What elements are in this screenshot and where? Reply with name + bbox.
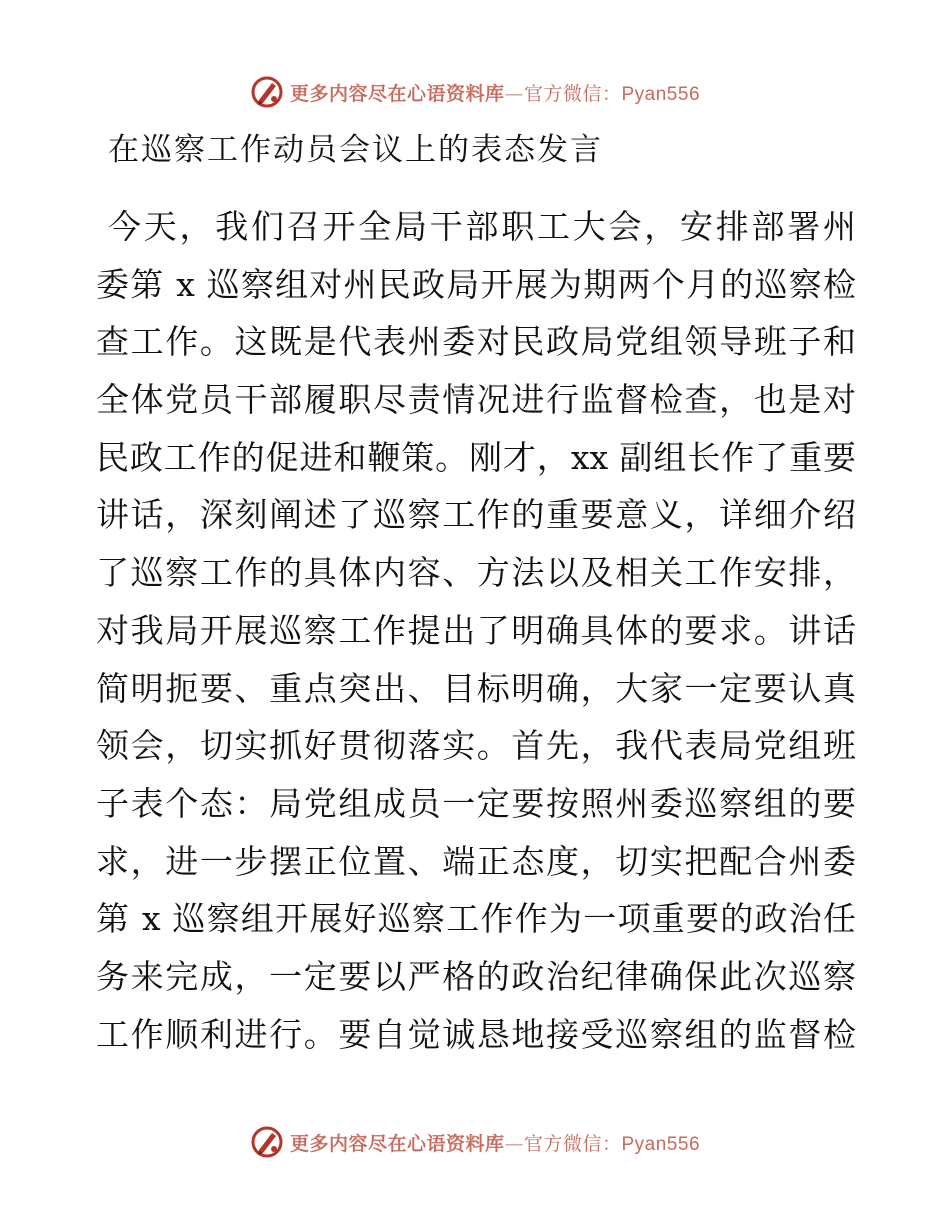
banner-main-text: 更多内容尽在心语资料库 <box>289 82 505 105</box>
body-line: 查工作。这既是代表州委对民政局党组领导班子和 <box>96 322 856 362</box>
watermark-banner <box>250 1125 700 1159</box>
body-line: 了巡察工作的具体内容、方法以及相关工作安排， <box>96 553 856 593</box>
body-line: 工作顺利进行。要自觉诚恳地接受巡察组的监督检 <box>96 1014 856 1054</box>
red-pen-logo-icon <box>250 1125 284 1159</box>
body-line: 务来完成，一定要以严格的政治纪律确保此次巡察 <box>96 956 856 996</box>
body-line: 子表个态：局党组成员一定要按照州委巡察组的要 <box>96 783 856 823</box>
page-footer-banner <box>0 1122 950 1162</box>
body-line: 简明扼要、重点突出、目标明确，大家一定要认真 <box>96 668 856 708</box>
body-line: 讲话，深刻阐述了巡察工作的重要意义，详细介绍 <box>96 495 856 535</box>
banner-wechat-handle: Pyan556 <box>621 83 701 105</box>
banner-official-label: 官方微信： <box>523 1132 622 1155</box>
red-pen-logo-icon <box>250 75 284 109</box>
banner-text <box>290 79 700 106</box>
body-line: 今天，我们召开全局干部职工大会，安排部署州 <box>108 207 856 246</box>
banner-wechat-handle: Pyan556 <box>621 1133 701 1155</box>
document-body <box>96 198 856 1063</box>
body-line: 求，进一步摆正位置、端正态度，切实把配合州委 <box>96 841 856 881</box>
watermark-banner <box>250 75 700 109</box>
body-line: 对我局开展巡察工作提出了明确具体的要求。讲话 <box>96 610 856 650</box>
banner-dash: — <box>504 82 524 105</box>
banner-dash: — <box>504 1132 524 1155</box>
body-line: 第 x 巡察组开展好巡察工作作为一项重要的政治任 <box>96 899 856 939</box>
page-header-banner <box>0 72 950 112</box>
body-line: 民政工作的促进和鞭策。刚才，xx 副组长作了重要 <box>96 437 856 477</box>
body-line: 领会，切实抓好贯彻落实。首先，我代表局党组班 <box>96 726 856 766</box>
banner-official-label: 官方微信： <box>523 82 622 105</box>
body-line: 全体党员干部履职尽责情况进行监督检查，也是对 <box>96 380 856 420</box>
banner-main-text: 更多内容尽在心语资料库 <box>289 1132 505 1155</box>
banner-text <box>290 1129 700 1156</box>
body-line: 委第 x 巡察组对州民政局开展为期两个月的巡察检 <box>96 264 856 304</box>
document-title: 在巡察工作动员会议上的表态发言 <box>108 132 603 168</box>
